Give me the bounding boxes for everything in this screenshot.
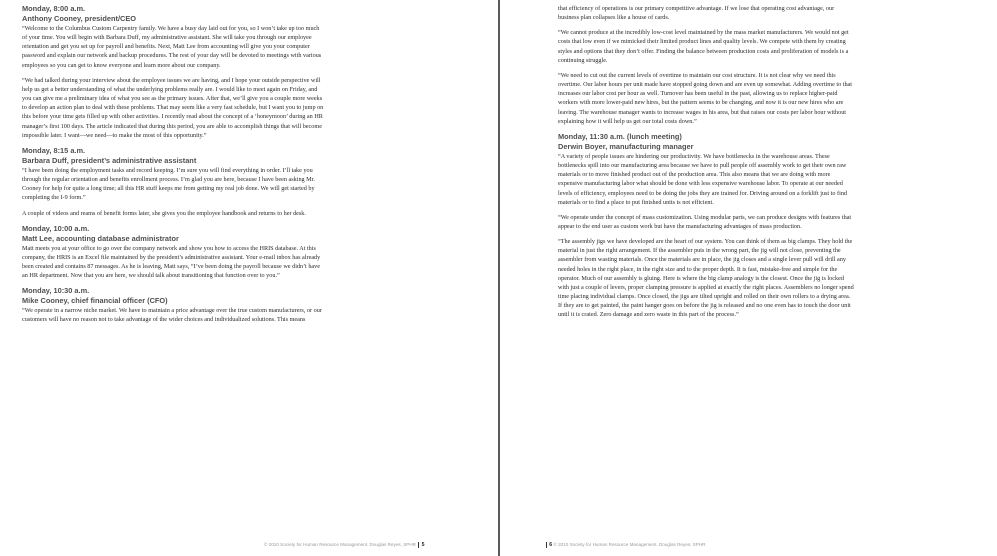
page-number: 6 <box>549 542 553 548</box>
section-speaker: Mike Cooney, chief financial officer (CFO) <box>22 296 168 306</box>
section-815am <box>22 146 324 218</box>
page-number: 5 <box>421 542 425 548</box>
footer-copyright: © 2010 Society for Human Resource Management. Douglas Reyes, SPHR <box>264 542 416 547</box>
section-time: Monday, 10:00 a.m. <box>22 223 90 233</box>
paragraph: “We need to cut out the current levels of overtime to maintain our cost structure. It is not clear why we need this overtime. Our labor hours per unit made have stopped going down and are even up somewhat. Adding overtime to that increases our labor cost per hour as well. Turnover has been useful in the past, allowing us to replace higher-paid workers with more lower-paid new hires, but the pattern seems to be changing, and now it is our new hires who are leaving. The warehouse manager wants to increase wages in his area, but that raises our costs per labor hour without explaining how it will help us get our total costs down.” <box>558 71 853 125</box>
page-footer <box>264 542 424 548</box>
section-speaker: Matt Lee, accounting database administrator <box>22 233 179 243</box>
section-10am <box>22 224 324 281</box>
section-time: Monday, 8:15 a.m. <box>22 145 86 155</box>
section-speaker: Derwin Boyer, manufacturing manager <box>558 141 694 151</box>
paragraph: “I have been doing the employment tasks and record keeping. I’m sure you will find everything in order. I’ll take you through the regular orientation and benefits enrollment process. I’m glad you are here, because I have been asking Mr. Cooney for help for quite a long time; all this HR stuff keeps me from getting my real job done. We will get started by completing the I-9 form.” <box>22 166 315 202</box>
paragraph: “We had talked during your interview about the employee issues we are having, and I hope your outside perspective will help us get a better understanding of what the underlying problems really are. I would like to meet again on Friday, and you can give me a preliminary idea of what you see as the primary issues. After that, we’ll give you a couple more weeks to develop an action plan to deal with these problems. That may seem like a very fast schedule, but I want you to jump on this before your time gets filled up with other activities. I recently read about the concept of a ‘honeymoon’ during an HR manager’s first 100 days. The article indicated that during this period, you are able to accomplish things that will become impossible later. I want—we need—to make the most of this opportunity.” <box>22 76 324 139</box>
paragraph: A couple of videos and reams of benefit forms later, she gives you the employee handbook and returns to her desk. <box>22 209 306 217</box>
right-page <box>500 0 997 556</box>
footer-divider <box>418 542 419 548</box>
left-text-column <box>22 4 324 331</box>
footer-copyright: © 2010 Society for Human Resource Management. Douglas Reyes, SPHR <box>553 542 706 547</box>
section-1130am <box>558 132 854 320</box>
paragraph: “We operate in a narrow niche market. We have to maintain a price advantage over the true custom manufacturers, or our customers will have no reason not to take advantage of the wider choices and individualized solutions. This means <box>22 307 322 324</box>
section-speaker: Anthony Cooney, president/CEO <box>22 14 137 23</box>
section-time: Monday, 11:30 a.m. (lunch meeting) <box>558 131 682 141</box>
section-1030am <box>22 286 324 324</box>
paragraph: “Welcome to the Columbus Custom Carpentry family. We have a busy day laid out for you, so I won’t take up too much of your time. You will begin with Barbara Duff, my administrative assistant. She will take you through our employee orientation and get you set up for payroll and benefits. Next, Matt Lee from accounting will give you your computer password and explain our network and backup procedures. The rest of your day will be devoted to meetings with various employees so you can get to know everyone and learn more about our company. <box>22 25 322 69</box>
right-text-column <box>558 4 854 326</box>
section-speaker: Barbara Duff, president’s administrative assistant <box>22 155 197 165</box>
paragraph: that efficiency of operations is our primary competitive advantage. If we lose that operating cost advantage, our business plan collapses like a house of cards. <box>558 5 835 22</box>
section-time: Monday, 8:00 a.m. <box>22 4 86 13</box>
section-continued <box>558 4 854 126</box>
left-page <box>0 0 498 556</box>
paragraph: Matt meets you at your office to go over the company network and show you how to access the HRIS database. At this company, the HRIS is an Excel file maintained by the president’s administrative assistant. Your e-mail inbox has already been created and contains 87 messages. As he is leaving, Matt says, “I’ve been doing the payroll because we didn’t have an HR department. Now that you are here, we should talk about transitioning that function over to you.” <box>22 244 321 280</box>
section-8am <box>22 4 324 140</box>
paragraph: “The assembly jigs we have developed are the heart of our system. You can think of them as big clamps. They hold the material in just the right arrangement. If the assembler puts in the wrong part, the jig will not close, preventing the assembler from wasting materials. Once the materials are in place, the jig closes and a single lever pull will drill any needed holes in the right place, in the right size and to the proper depth. It is fast, mistake-free and simple for the operator. Much of our assembly is gluing. Here is where the big clamp analogy is the closest. Once the jig is locked with just a couple of levers, proper clamping pressure is applied at exactly the right places. Assemblers no longer spend time placing individual clamps. Once closed, the jigs are tilted upright and rolled on their own rollers to a drying area. If they are to get painted, the paint hanger goes on before the jig is released and no one even has to touch the door unit until it is crated. Zero damage and zero waste in this part of the process.” <box>558 238 854 319</box>
footer-divider <box>546 542 547 548</box>
paragraph: “A variety of people issues are hindering our productivity. We have bottlenecks in the warehouse areas. These bottlenecks spill into our manufacturing area because we have to pull people off assembly work to get their own raw materials or to move finished product out of the production area. This also means that we are doing with more expensive manufacturing labor what should be done with less expensive warehouse labor. To operate at our needed levels of efficiency, employees need to be doing the jobs they are trained for. Driving around on a forklift just to find materials or to find a place to put finished units is not efficient. <box>558 152 848 206</box>
page-footer <box>545 542 705 548</box>
section-time: Monday, 10:30 a.m. <box>22 286 90 296</box>
paragraph: “We operate under the concept of mass customization. Using modular parts, we can produce designs with features that appear to the end user as custom work but have the manufacturing advantages of mass production. <box>558 213 852 230</box>
paragraph: “We cannot produce at the incredibly low-cost level maintained by the mass market manufacturers. We would not get costs that low even if we mimicked their limited product lines and quality levels. We compete with them by creating styles and options that they don’t offer. Finding the balance between production costs and proliferation of models is a continuing struggle. <box>558 29 849 64</box>
